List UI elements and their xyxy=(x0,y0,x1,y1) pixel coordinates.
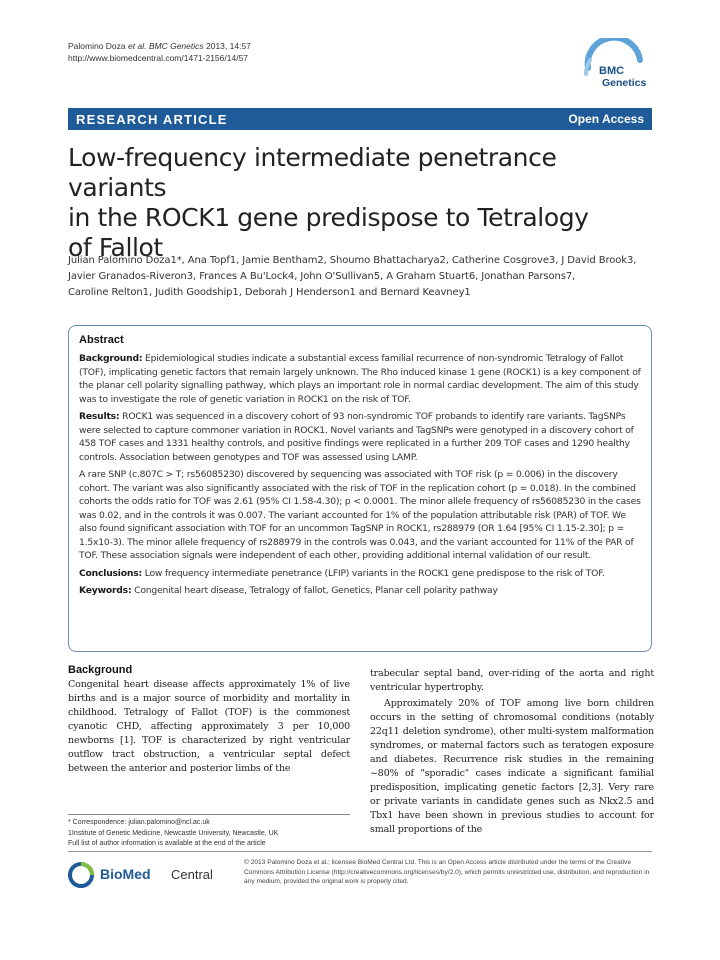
open-access-label: Open Access xyxy=(568,112,644,126)
keywords-text: Congenital heart disease, Tetralogy of fallot, Genetics, Planar cell polarity pathway xyxy=(134,585,498,596)
citation-header xyxy=(68,40,251,64)
publisher-name-regular: Central xyxy=(171,867,213,882)
article-title xyxy=(68,143,658,263)
biomed-central-logo xyxy=(68,862,228,888)
abstract-conclusions-text: Low frequency intermediate penetrance (LFIP) variants in the ROCK1 gene predispose to the risk of TOF. xyxy=(144,567,605,579)
citation-authors: Palomino Doza xyxy=(68,41,126,51)
keywords-label: Keywords: xyxy=(79,585,132,596)
title-line: Low-frequency intermediate penetrance variants xyxy=(68,143,557,202)
abstract-results xyxy=(79,410,641,464)
abstract-background xyxy=(79,352,641,406)
abstract-results-label: Results: xyxy=(79,411,120,422)
body-paragraph: trabecular septal band, over-riding of the aorta and right ventricular hypertrophy. xyxy=(370,668,654,693)
logo-text-bmc: BMC xyxy=(599,65,625,77)
abstract-results-continued: A rare SNP (c.807C > T; rs56085230) discovered by sequencing was associated with TOF risk (p = 0.006) in the discovery cohort. The variant was also significantly associated with the risk of TOF in the replication cohort (p = 0.018). In the combined cohorts the odds ratio for TOF was 2.61 (95% CI 1.58-4.30); p < 0.0001. The minor allele frequency of rs56085230 in the cases was 0.02, and in the controls it was 0.007. The variant accounted for 1% of the population attributable risk (PAR) of TOF. We also found significant association with TOF for an uncommon TagSNP in ROCK1, rs288979 (OR 1.64 [95% CI 1.15-2.30]; p = 1.5x10-3). The minor allele frequency of rs288979 in the controls was 0.043, and the variant accounted for 11% of the PAR of TOF. These association signals were independent of each other, providing additional internal validation of our result. xyxy=(79,469,641,561)
affiliation-note: 1Institute of Genetic Medicine, Newcastle University, Newcastle, UK xyxy=(68,829,279,837)
citation-year-volume: 2013, 14:57 xyxy=(206,41,251,51)
footnotes xyxy=(68,814,350,850)
correspondence-note: * Correspondence: julian.palomino@ncl.ac.uk xyxy=(68,819,210,826)
copyright-notice: © 2013 Palomino Doza et al.; licensee BioMed Central Ltd. This is an Open Access article distributed under the terms of the Creative Commons Attribution License (http://creativecommons.org/licenses/by/2.0), which permits unrestricted use, distribution, and reproduction in any medium, provided the original work is properly cited. xyxy=(244,859,650,885)
article-url[interactable]: http://www.biomedcentral.com/1471-2156/14/57 xyxy=(68,53,249,63)
publisher-name-bold: BioMed xyxy=(100,866,151,882)
abstract-box xyxy=(68,325,652,652)
abstract-heading: Abstract xyxy=(79,334,124,346)
body-column-right xyxy=(370,667,654,837)
abstract-conclusions-label: Conclusions: xyxy=(79,567,142,579)
author-line: Julian Palomino Doza1*, Ana Topf1, Jamie Bentham2, Shoumo Bhattacharya2, Catherine Cosgrove3, J David Brook3, xyxy=(68,255,637,266)
footer-divider xyxy=(68,851,652,852)
bmc-genetics-logo xyxy=(578,38,654,100)
author-info-note: Full list of author information is available at the end of the article xyxy=(68,840,266,847)
abstract-keywords xyxy=(79,584,641,598)
article-type-banner xyxy=(68,108,652,130)
title-line: of Fallot xyxy=(68,233,163,262)
body-paragraph: Approximately 20% of TOF among live born children occurs in the setting of chromosomal conditions (notably 22q11 deletion syndrome), other multi-system malformation syndromes, or maternal factors such as teratogen exposure and diabetes. Recurrence risk studies in the remaining ~80% of "sporadic" cases indicate a significant familial predisposition, implicating genetic factors [2,3]. Very rare or private variants in candidate genes such as Nkx2.5 and Tbx1 have been shown in previous studies to account for small proportions of the xyxy=(370,698,654,835)
abstract-background-label: Background: xyxy=(79,353,143,364)
author-line: Caroline Relton1, Judith Goodship1, Deborah J Henderson1 and Bernard Keavney1 xyxy=(68,287,471,298)
author-line: Javier Granados-Riveron3, Frances A Bu'Lock4, John O'Sullivan5, A Graham Stuart6, Jonathan Parsons7, xyxy=(68,271,576,282)
biomed-central-mark-icon xyxy=(68,862,98,888)
section-heading-background: Background xyxy=(68,664,133,676)
title-line: in the ROCK1 gene predispose to Tetralogy xyxy=(68,203,589,232)
citation-journal: BMC Genetics xyxy=(148,41,204,51)
abstract-conclusions xyxy=(79,567,641,581)
author-list xyxy=(68,253,658,301)
body-column-left xyxy=(68,664,350,776)
abstract-background-text: Epidemiological studies indicate a substantial excess familial recurrence of non-syndromic Tetralogy of Fallot (TOF), implicating genetic factors that remain largely unknown. The Rho induced kinase 1 gene (ROCK1) is a key component of the planar cell polarity signalling pathway, which plays an important role in normal cardiac development. The aim of this study was to investigate the role of genetic variation in ROCK1 on the risk of TOF. xyxy=(79,353,641,405)
citation-line xyxy=(68,40,251,52)
abstract-results-text: ROCK1 was sequenced in a discovery cohort of 93 non-syndromic TOF probands to identify rare variants. TagSNPs were selected to capture commoner variation in ROCK1. Novel variants and TagSNPs were genotyped in a discovery cohort of 458 TOF cases and 1331 healthy controls, and positive findings were replicated in a further 209 TOF cases and 1290 healthy controls. Association between genotypes and TOF was assessed using LAMP. xyxy=(79,411,634,463)
body-paragraph: Congenital heart disease affects approximately 1% of live births and is a major source of morbidity and mortality in childhood. Tetralogy of Fallot (TOF) is the commonest cyanotic CHD, affecting approximately 3 per 10,000 newborns [1]. TOF is characterized by right ventricular outflow tract obstruction, a ventricular septal defect between the anterior and posterior limbs of the xyxy=(68,679,350,774)
research-article-label: RESEARCH ARTICLE xyxy=(76,111,228,127)
citation-etal: et al. xyxy=(128,41,147,51)
logo-text-genetics: Genetics xyxy=(602,77,647,89)
